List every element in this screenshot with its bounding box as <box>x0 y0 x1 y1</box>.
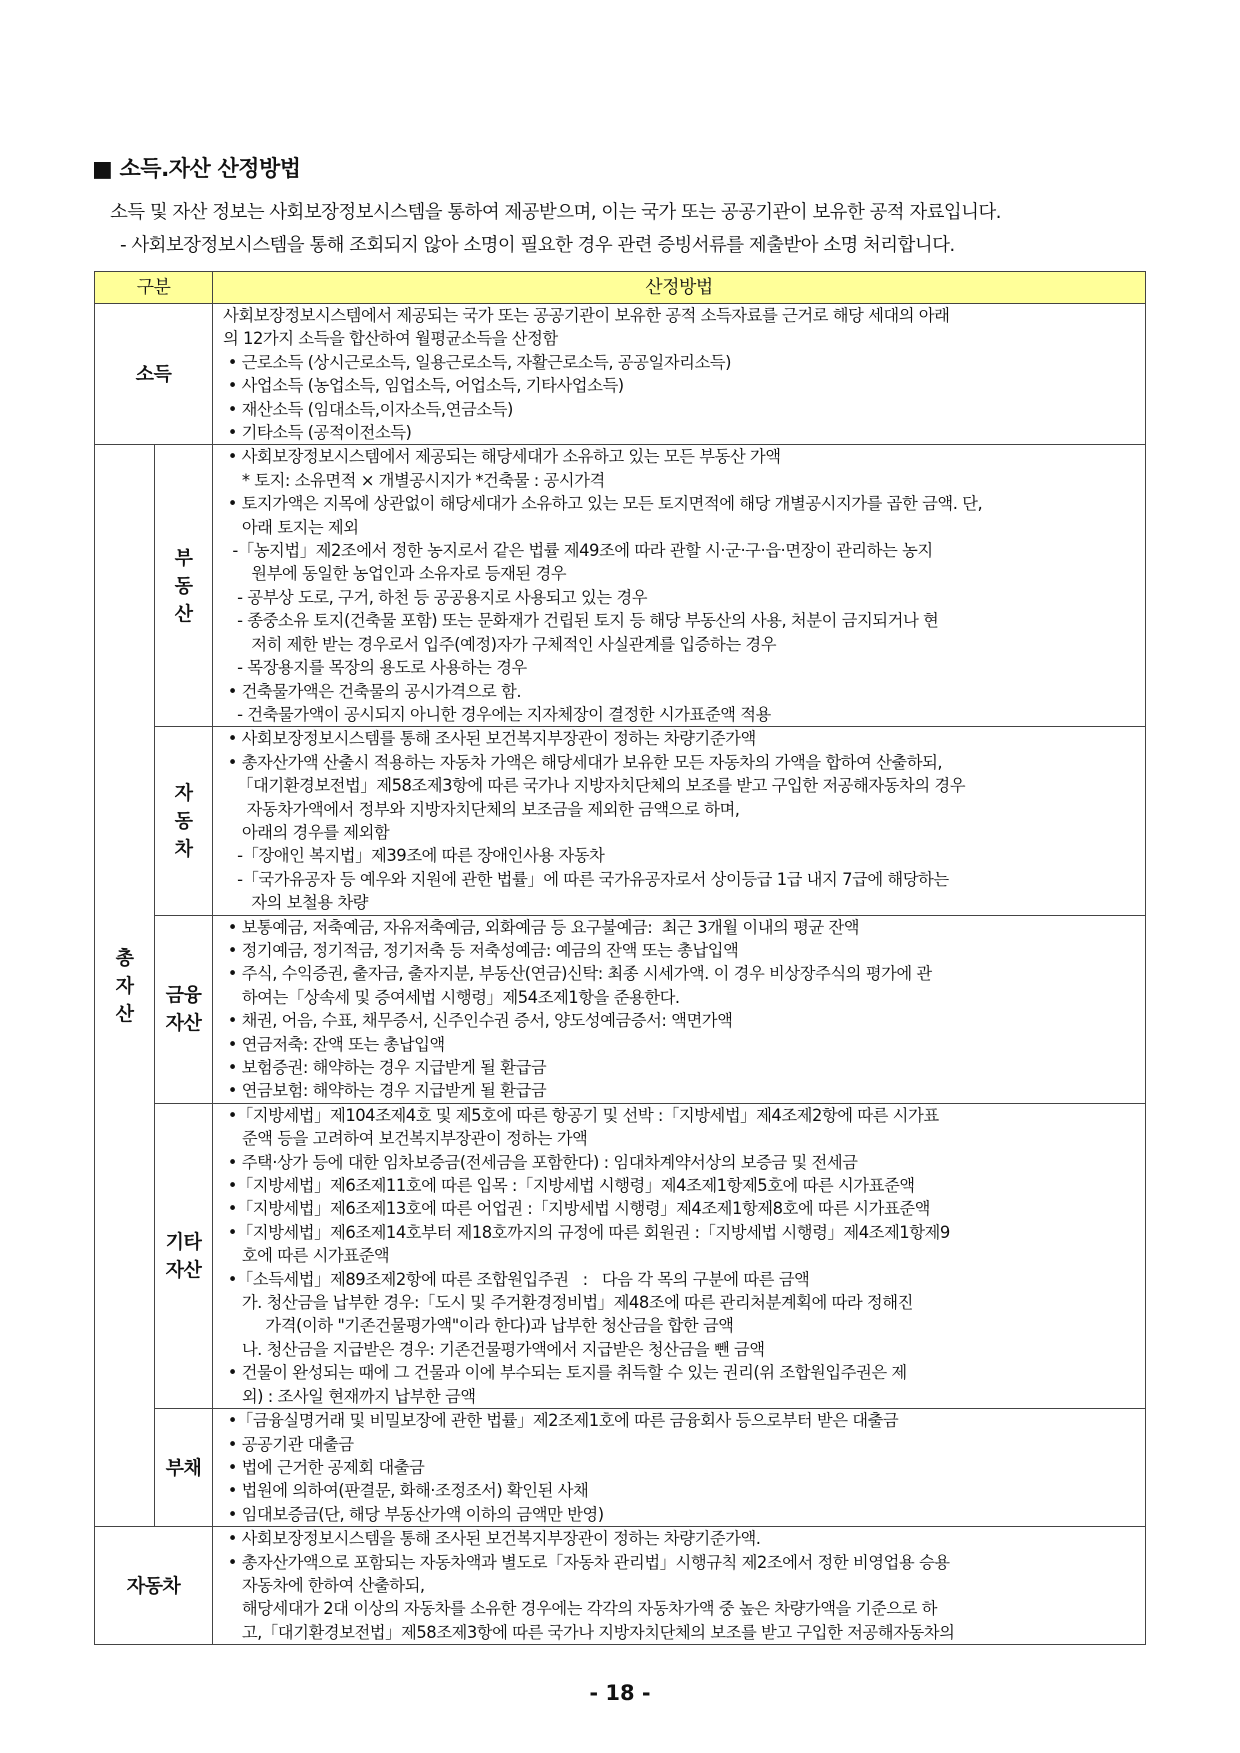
text-line: 부채 <box>165 1456 202 1479</box>
text-line: • 임대보증금(단, 해당 부동산가액 이하의 금액만 반영) <box>223 1504 604 1524</box>
text-line: 의 12가지 소득을 합산하여 월평균소득을 산정함 <box>223 329 558 349</box>
text-line: • 사업소득 (농업소득, 임업소득, 어업소득, 기타사업소득) <box>223 376 624 396</box>
text-line: 가. 청산금을 납부한 경우:「도시 및 주거환경정비법」제48조에 따른 관리처분계획에 따라 정해진 <box>223 1293 913 1313</box>
text-line: - 목장용지를 목장의 용도로 사용하는 경우 <box>223 658 527 678</box>
text-line: • 사회보장정보시스템에서 제공되는 해당세대가 소유하고 있는 모든 부동산 가액 <box>223 447 781 467</box>
text-line: 아래 토지는 제외 <box>223 517 359 537</box>
text-line: • 법원에 의하여(판결문, 화해·조정조서) 확인된 사채 <box>223 1481 589 1501</box>
content-real-estate <box>213 445 1146 727</box>
content-other <box>213 1103 1146 1408</box>
row-other <box>95 1103 1146 1408</box>
label-income: 소득 <box>95 304 213 445</box>
text-line: • 보험증권: 해약하는 경우 지급받게 될 환급금 <box>223 1058 547 1077</box>
text-line: -「장애인 복지법」제39조에 따른 장애인사용 자동차 <box>223 846 605 866</box>
section-heading: ■ 소득.자산 산정방법 <box>92 157 301 182</box>
text-line: 자의 보철용 차량 <box>223 893 369 913</box>
text-line: • 연금보험: 해약하는 경우 지급받게 될 환급금 <box>223 1081 547 1101</box>
row-real-estate <box>95 445 1146 727</box>
text-line: • 건물이 완성되는 때에 그 건물과 이에 부수되는 토지를 취득할 수 있는 권리(위 조합원입주권은 제 <box>223 1363 907 1383</box>
header-category: 구분 <box>95 272 213 304</box>
text-line: • 법에 근거한 공제회 대출금 <box>223 1457 425 1477</box>
content-finance <box>213 915 1146 1103</box>
text-line: 하여는「상속세 및 증여세법 시행령」제54조제1항을 준용한다. <box>223 987 680 1007</box>
text-line: • 토지가액은 지목에 상관없이 해당세대가 소유하고 있는 모든 토지면적에 해당 개별공시지가를 곱한 금액. 단, <box>223 494 983 514</box>
text-line: 자 <box>174 781 193 804</box>
text-line: 호에 따른 시가표준액 <box>223 1246 390 1266</box>
text-line: - 건축물가액이 공시되지 아니한 경우에는 지자체장이 결정한 시가표준액 적용 <box>223 704 771 724</box>
text-line: • 공공기관 대출금 <box>223 1434 354 1454</box>
text-line: 자산 <box>165 1258 202 1281</box>
text-line: 「대기환경보전법」제58조제3항에 따른 국가나 지방자치단체의 보조를 받고 구입한 저공해자동차의 경우 <box>223 776 966 796</box>
text-line: 준액 등을 고려하여 보건복지부장관이 정하는 가액 <box>223 1129 588 1149</box>
text-line: 산 <box>174 602 193 625</box>
text-line: • 기타소득 (공적이전소득) <box>223 423 412 443</box>
label-total-assets <box>95 445 155 1527</box>
text-line: 원부에 동일한 농업인과 소유자로 등재된 경우 <box>223 564 567 584</box>
table-header-row <box>95 272 1146 304</box>
row-car <box>95 727 1146 915</box>
label-car <box>155 727 213 915</box>
text-line: * 토지: 소유면적 × 개별공시지가 *건축물 : 공시가격 <box>223 470 605 490</box>
content-debt <box>213 1409 1146 1527</box>
text-line: 사회보장정보시스템에서 제공되는 국가 또는 공공기관이 보유한 공적 소득자료를 근거로 해당 세대의 아래 <box>223 306 950 325</box>
text-line: 자산 <box>165 1012 202 1035</box>
text-line: 차 <box>174 837 193 860</box>
text-line: • 건축물가액은 건축물의 공시가격으로 함. <box>223 681 522 701</box>
text-line: 금융 <box>165 984 202 1007</box>
text-line: 동 <box>174 809 193 832</box>
label-finance <box>155 915 213 1103</box>
row-vehicle <box>95 1527 1146 1645</box>
text-line: 동 <box>174 574 193 597</box>
text-line: •「지방세법」제104조제4호 및 제5호에 따른 항공기 및 선박 :「지방세법」제4조제2항에 따른 시가표 <box>223 1105 939 1125</box>
text-line: • 사회보장정보시스템을 통해 조사된 보건복지부장관이 정하는 차량기준가액. <box>223 1529 761 1549</box>
label-vehicle: 자동차 <box>95 1527 213 1645</box>
text-line: • 연금저축: 잔액 또는 총납입액 <box>223 1034 445 1054</box>
row-income <box>95 304 1146 445</box>
text-line: •「소득세법」제89조제2항에 따른 조합원입주권 : 다음 각 목의 구분에 따른 금액 <box>223 1269 810 1289</box>
text-line: - 공부상 도로, 구거, 하천 등 공공용지로 사용되고 있는 경우 <box>223 587 648 607</box>
text-line: 자동차가액에서 정부와 지방자치단체의 보조금을 제외한 금액으로 하며, <box>223 799 740 819</box>
text-line: 자 <box>115 974 134 997</box>
text-line: •「지방세법」제6조제14호부터 제18호까지의 규정에 따른 회원권 :「지방세법 시행령」제4조제1항제9 <box>223 1222 950 1242</box>
text-line: • 재산소득 (임대소득,이자소득,연금소득) <box>223 399 513 419</box>
text-line: 부 <box>174 546 193 569</box>
intro-line-2: - 사회보장정보시스템을 통해 조회되지 않아 소명이 필요한 경우 관련 증빙서류를 제출받아 소명 처리합니다. <box>120 235 955 256</box>
page-number: - 18 - <box>589 1681 651 1705</box>
label-real-estate <box>155 445 213 727</box>
content-vehicle <box>213 1527 1146 1645</box>
row-debt <box>95 1409 1146 1527</box>
text-line: • 정기예금, 정기적금, 정기저축 등 저축성예금: 예금의 잔액 또는 총납입액 <box>223 940 739 960</box>
text-line: •「지방세법」제6조제11호에 따른 입목 :「지방세법 시행령」제4조제1항제5호에 따른 시가표준액 <box>223 1176 915 1196</box>
text-line: 산 <box>115 1002 134 1025</box>
text-line: • 보통예금, 저축예금, 자유저축예금, 외화예금 등 요구불예금: 최근 3개월 이내의 평균 잔액 <box>223 917 860 937</box>
text-line: - 종중소유 토지(건축물 포함) 또는 문화재가 건립된 토지 등 해당 부동산의 사용, 처분이 금지되거나 현 <box>223 611 939 631</box>
text-line: 기타 <box>165 1230 202 1253</box>
text-line: 외) : 조사일 현재까지 납부한 금액 <box>223 1386 476 1406</box>
text-line: •「금융실명거래 및 비밀보장에 관한 법률」제2조제1호에 따른 금융회사 등으로부터 받은 대출금 <box>223 1411 899 1431</box>
text-line: -「국가유공자 등 예우와 지원에 관한 법률」에 따른 국가유공자로서 상이등급 1급 내지 7급에 해당하는 <box>223 869 949 889</box>
label-debt <box>155 1409 213 1527</box>
text-line: • 채권, 어음, 수표, 채무증서, 신주인수권 증서, 양도성예금증서: 액면가액 <box>223 1011 733 1031</box>
content-income <box>213 304 1146 445</box>
text-line: 총 <box>115 946 134 969</box>
text-line: •「지방세법」제6조제13호에 따른 어업권 :「지방세법 시행령」제4조제1항제8호에 따른 시가표준액 <box>223 1199 930 1219</box>
content-car <box>213 727 1146 915</box>
row-finance <box>95 915 1146 1103</box>
text-line: 나. 청산금을 지급받은 경우: 기존건물평가액에서 지급받은 청산금을 뺀 금액 <box>223 1339 765 1359</box>
text-line: • 총자산가액 산출시 적용하는 자동차 가액은 해당세대가 보유한 모든 자동차의 가액을 합하여 산출하되, <box>223 752 943 772</box>
label-other <box>155 1103 213 1408</box>
text-line: 가격(이하 "기존건물평가액"이라 한다)과 납부한 청산금을 합한 금액 <box>223 1316 734 1336</box>
text-line: • 근로소득 (상시근로소득, 일용근로소득, 자활근로소득, 공공일자리소득) <box>223 352 732 372</box>
header-method: 산정방법 <box>213 272 1146 304</box>
text-line: • 총자산가액으로 포함되는 자동차액과 별도로「자동차 관리법」시행규칙 제2조에서 정한 비영업용 승용 <box>223 1552 950 1572</box>
text-line: • 사회보장정보시스템를 통해 조사된 보건복지부장관이 정하는 차량기준가액 <box>223 729 756 749</box>
text-line: 고,「대기환경보전법」제58조제3항에 따른 국가나 지방자치단체의 보조를 받고 구입한 저공해자동차의 <box>223 1622 955 1642</box>
text-line: 해당세대가 2대 이상의 자동차를 소유한 경우에는 각각의 자동차가액 중 높은 차량가액을 기준으로 하 <box>223 1599 937 1619</box>
text-line: • 주식, 수익증권, 출자금, 출자지분, 부동산(연금)신탁: 최종 시세가액. 이 경우 비상장주식의 평가에 관 <box>223 964 932 984</box>
calculation-table <box>94 271 1146 1645</box>
intro-line-1: 소득 및 자산 정보는 사회보장정보시스템을 통하여 제공받으며, 이는 국가 또는 공공기관이 보유한 공적 자료입니다. <box>110 202 1001 223</box>
text-line: 아래의 경우를 제외함 <box>223 822 390 842</box>
text-line: 저히 제한 받는 경우로서 입주(예정)자가 구체적인 사실관계를 입증하는 경우 <box>223 634 777 654</box>
text-line: 자동차에 한하여 산출하되, <box>223 1575 425 1595</box>
text-line: • 주택·상가 등에 대한 임차보증금(전세금을 포함한다) : 임대차계약서상의 보증금 및 전세금 <box>223 1152 858 1172</box>
text-line: -「농지법」제2조에서 정한 농지로서 같은 법률 제49조에 따라 관할 시·군·구·읍·면장이 관리하는 농지 <box>223 541 933 561</box>
